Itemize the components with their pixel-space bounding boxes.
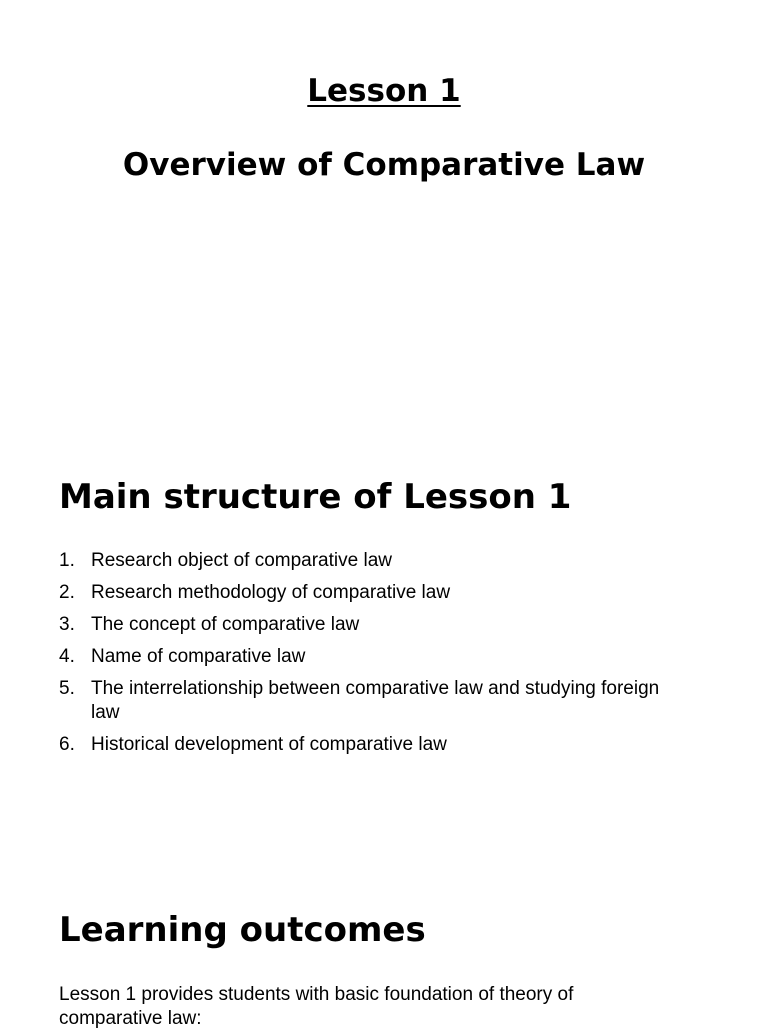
list-item-number: 4. bbox=[59, 646, 75, 667]
outcomes-intro: Lesson 1 provides students with basic foundation of theory of comparative law: bbox=[59, 984, 574, 1029]
list-item bbox=[59, 613, 679, 637]
page-title: Overview of Comparative Law bbox=[122, 147, 646, 183]
structure-list bbox=[59, 549, 679, 765]
list-item bbox=[59, 549, 679, 573]
lesson-title: Lesson 1 bbox=[307, 73, 461, 109]
outcomes-heading: Learning outcomes bbox=[59, 910, 426, 950]
list-item bbox=[59, 645, 679, 669]
list-item-text: Historical development of comparative law bbox=[91, 734, 447, 755]
list-item-text: Research methodology of comparative law bbox=[91, 582, 451, 603]
list-item-text: Name of comparative law bbox=[91, 646, 306, 667]
list-item-number: 5. bbox=[59, 678, 75, 699]
list-item-text: The concept of comparative law bbox=[91, 614, 360, 635]
list-item bbox=[59, 733, 679, 757]
list-item-number: 1. bbox=[59, 550, 75, 571]
list-item-text: The interrelationship between comparative law and studying foreign law bbox=[91, 678, 660, 723]
list-item-number: 6. bbox=[59, 734, 75, 755]
list-item-number: 3. bbox=[59, 614, 75, 635]
list-item bbox=[59, 677, 679, 725]
list-item-number: 2. bbox=[59, 582, 75, 603]
list-item bbox=[59, 581, 679, 605]
structure-heading: Main structure of Lesson 1 bbox=[59, 477, 572, 517]
list-item-text: Research object of comparative law bbox=[91, 550, 392, 571]
